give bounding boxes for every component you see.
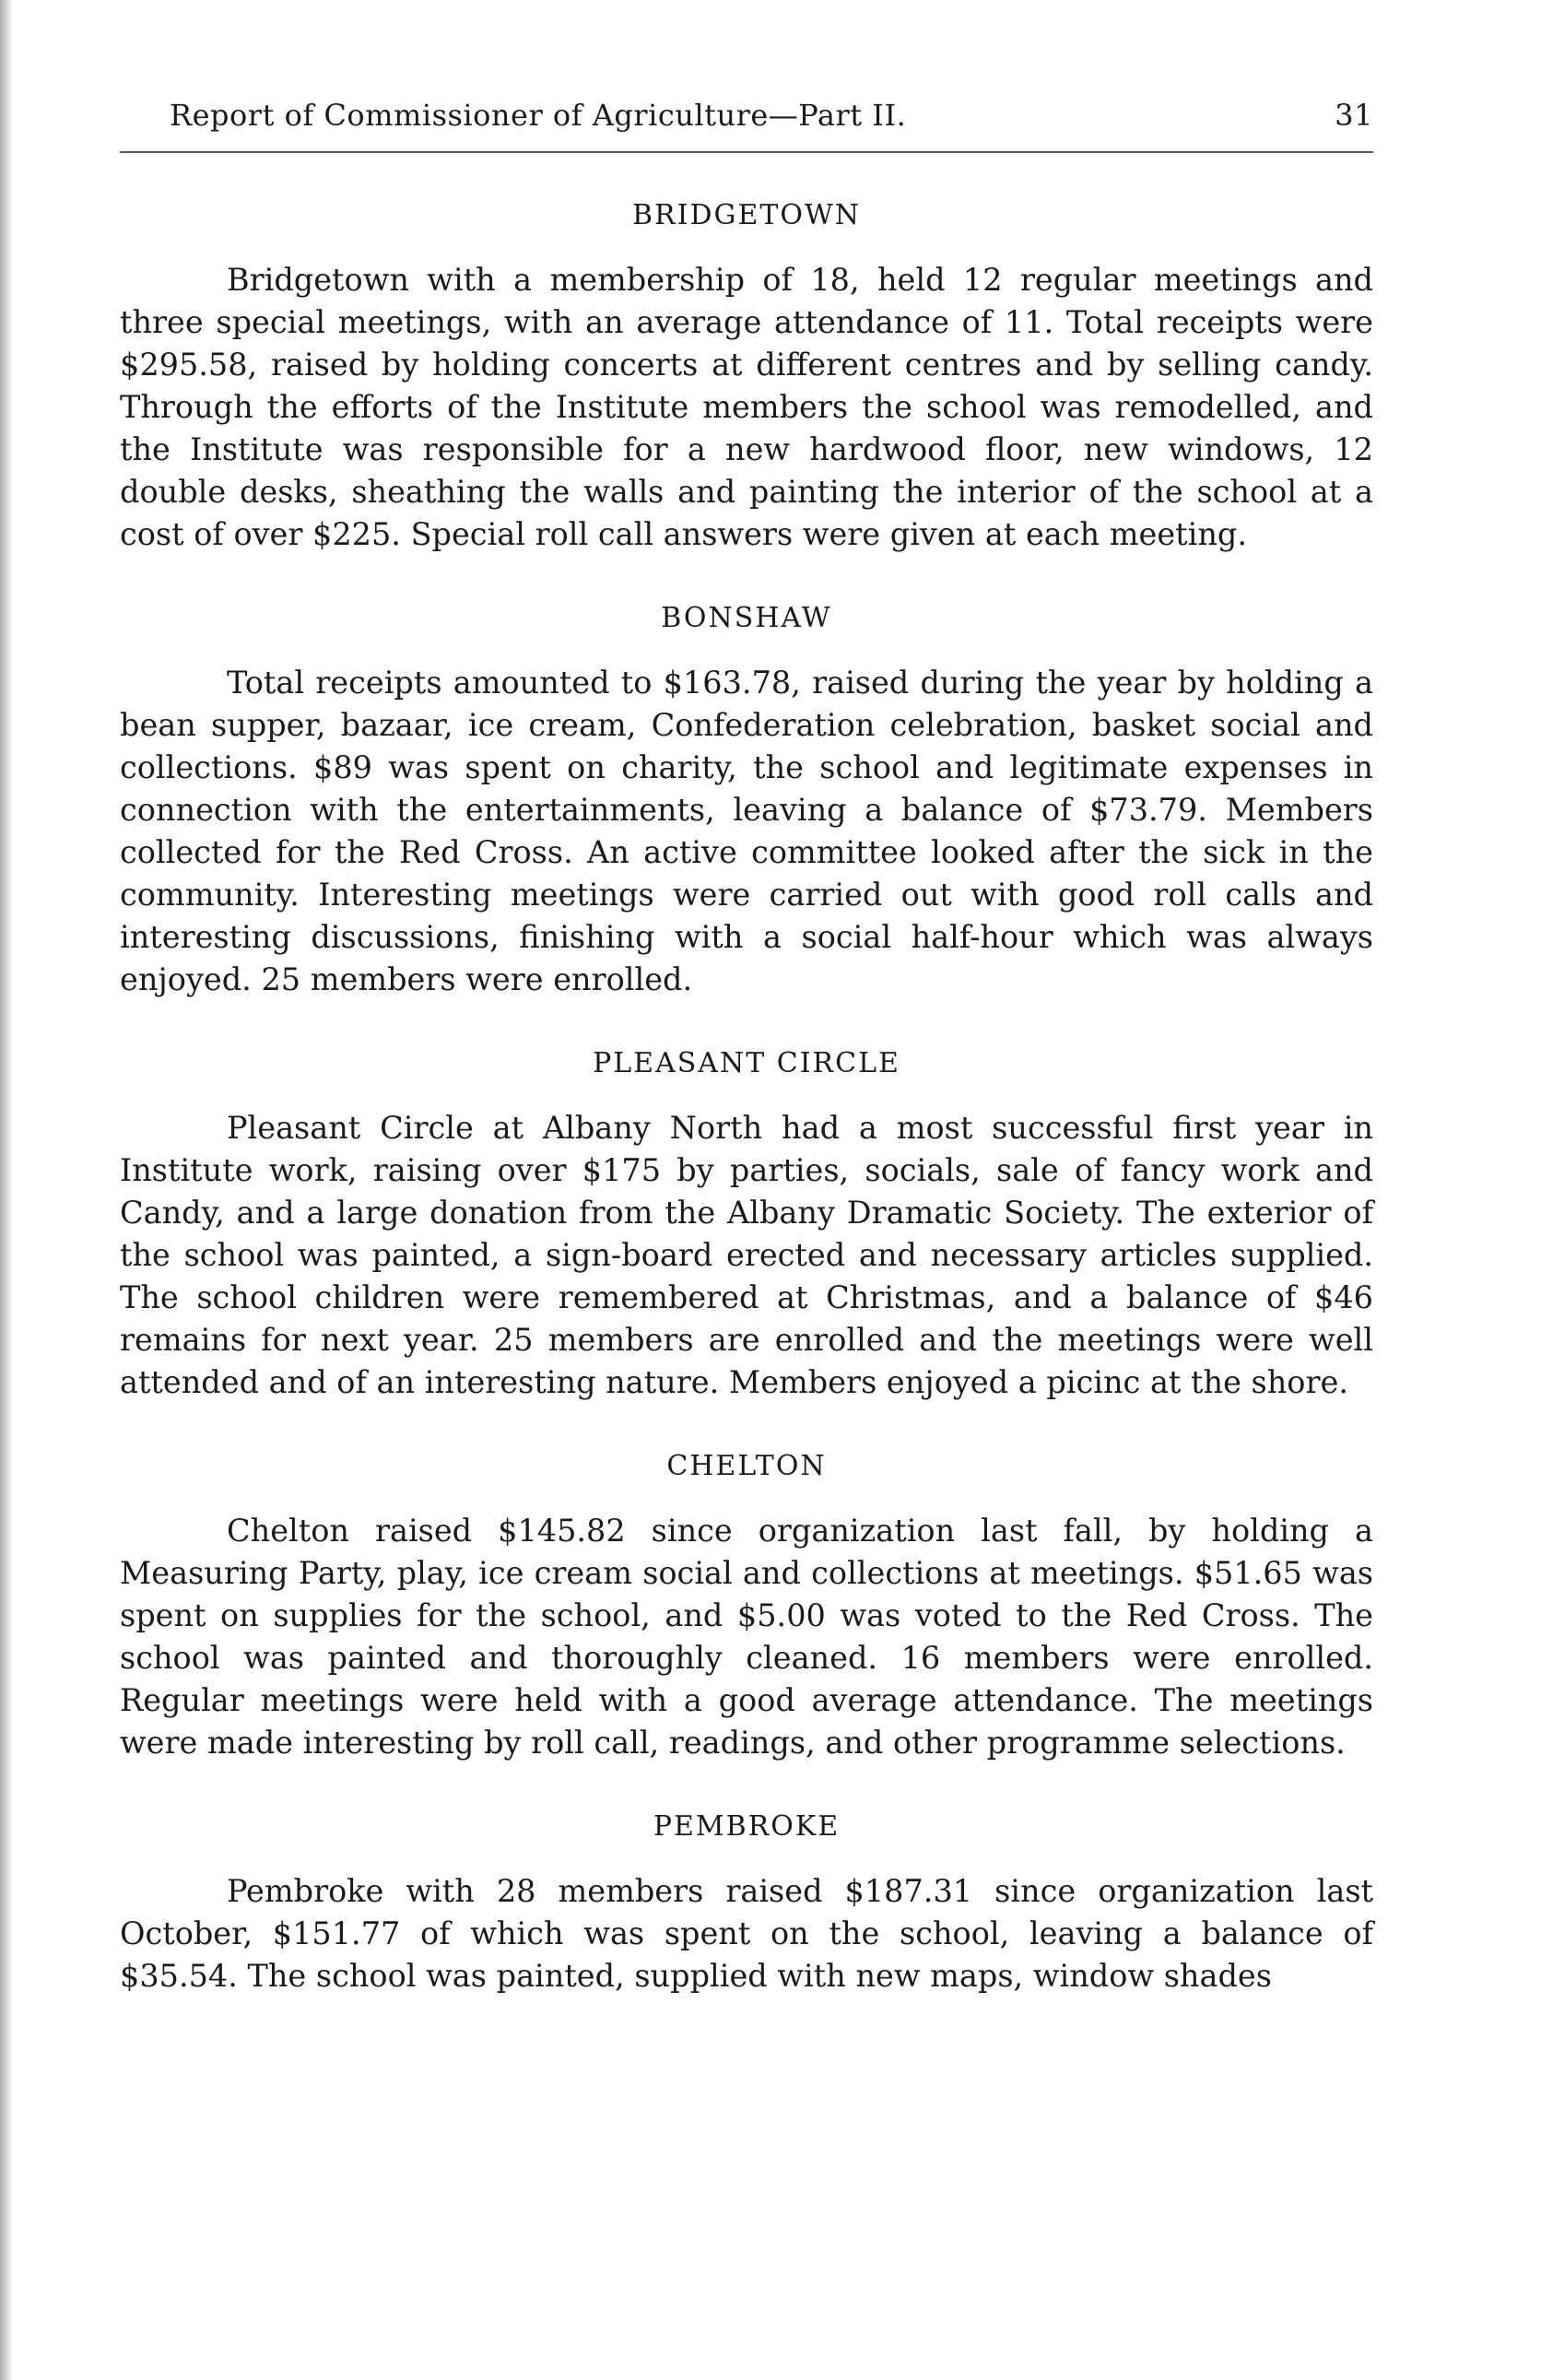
header-rule bbox=[120, 151, 1373, 153]
section-paragraph: Pembroke with 28 members raised $187.31 since organization last October, $151.77 of which was spent on the school, leaving a balance of $35.54. The school was painted, supplied with new maps, window shades bbox=[120, 1873, 1373, 1994]
section-heading: PEMBROKE bbox=[653, 1810, 841, 1843]
page-number: 31 bbox=[1335, 98, 1373, 133]
running-header bbox=[120, 88, 1373, 147]
section-heading: BONSHAW bbox=[661, 602, 832, 634]
section-paragraph: Bridgetown with a membership of 18, held 12 regular meetings and three special meetings, with an average attendance of 11. Total receipts were $295.58, raised by holding concerts at different centres and by selling candy. Through the efforts of the Institute members the school was remodelled, and the Institute was responsible for a new hardwood floor, new windows, 12 double desks, sheathing the walls and painting the interior of the school at a cost of over $225. Special roll call answers were given at each meeting. bbox=[120, 262, 1373, 552]
section-heading: BRIDGETOWN bbox=[631, 199, 862, 231]
section-heading: CHELTON bbox=[666, 1450, 827, 1482]
section-chelton bbox=[120, 1450, 1373, 1764]
section-bridgetown bbox=[120, 199, 1373, 556]
section-bonshaw bbox=[120, 602, 1373, 1001]
document-page bbox=[120, 88, 1373, 1997]
section-paragraph: Pleasant Circle at Albany North had a most successful first year in Institute work, raising over $175 by parties, socials, sale of fancy work and Candy, and a large donation from the Albany Dramatic Society. The exterior of the school was painted, a sign-board erected and necessary articles supplied. The school children were remembered at Christmas, and a balance of $46 remains for next year. 25 members are enrolled and the meetings were well attended and of an interesting nature. Members enjoyed a picinc at the shore. bbox=[120, 1110, 1373, 1400]
section-paragraph: Chelton raised $145.82 since organization last fall, by holding a Measuring Party, play, ice cream social and collections at meetings. $51.65 was spent on supplies for the school, and $5.00 was voted to the Red Cross. The school was painted and thoroughly cleaned. 16 members were enrolled. Regular meetings were held with a good average attendance. The meetings were made interesting by roll call, readings, and other programme selections. bbox=[120, 1513, 1373, 1761]
section-heading: PLEASANT CIRCLE bbox=[593, 1047, 900, 1079]
section-paragraph: Total receipts amounted to $163.78, raised during the year by holding a bean supper, bazaar, ice cream, Confederation celebration, basket social and collections. $89 was spent on charity, the school and legitimate expenses in connection with the entertainments, leaving a balance of $73.79. Members collected for the Red Cross. An active committee looked after the sick in the community. Interesting meetings were carried out with good roll calls and interesting discussions, finishing with a social half-hour which was always enjoyed. 25 members were enrolled. bbox=[120, 665, 1373, 997]
section-pembroke bbox=[120, 1810, 1373, 1997]
scan-edge bbox=[0, 0, 13, 2380]
section-pleasant-circle bbox=[120, 1047, 1373, 1404]
running-header-title: Report of Commissioner of Agriculture—Part II. bbox=[170, 98, 907, 133]
